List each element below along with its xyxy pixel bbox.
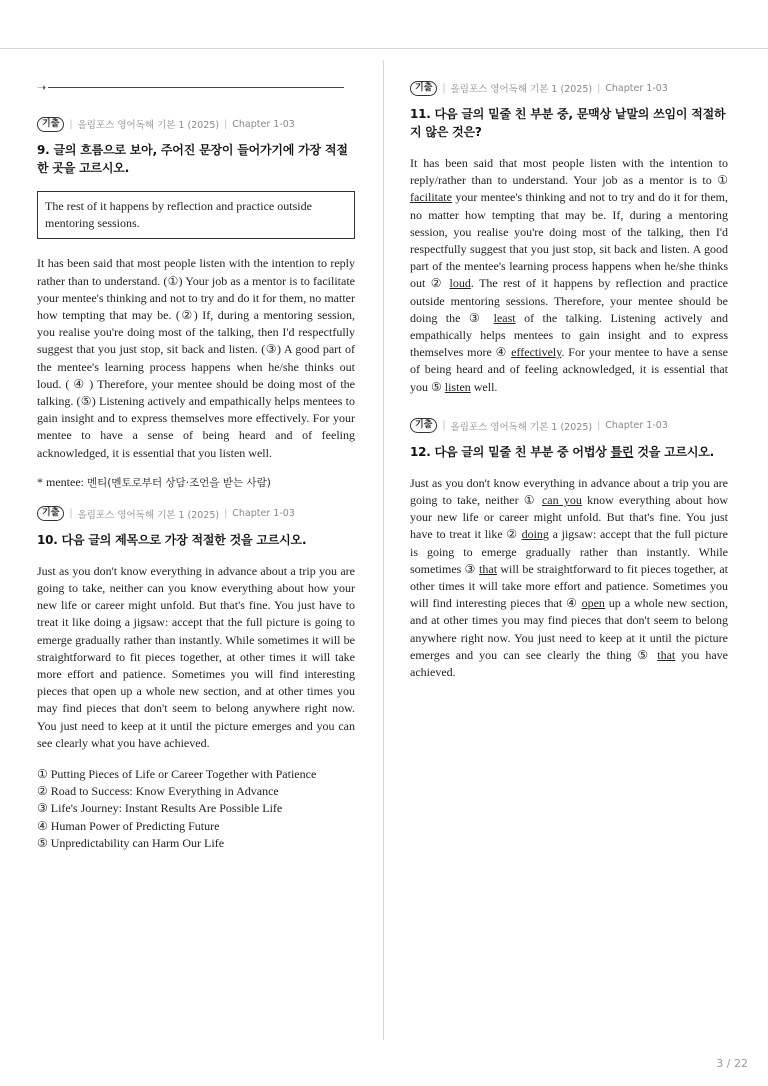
arrow-icon: ➝: [37, 80, 47, 94]
chapter-label: Chapter 1-03: [605, 82, 668, 94]
option-5[interactable]: ⑤ Unpredictability can Harm Our Life: [37, 835, 225, 850]
underlined-word-3: least: [493, 310, 516, 325]
exam-badge: 기출: [37, 117, 64, 132]
question-9: [37, 116, 355, 492]
source-label: 올림포스 영어독해 기본 1 (2025): [450, 421, 593, 433]
footnote: [37, 474, 355, 492]
source-label: 올림포스 영어독해 기본 1 (2025): [77, 120, 220, 131]
underlined-word-3: that: [479, 561, 498, 576]
answer-options: [37, 766, 355, 852]
left-column: [37, 80, 355, 852]
header-rule: [0, 48, 768, 49]
chapter-label: Chapter 1-03: [605, 420, 668, 432]
option-3[interactable]: ③ Life's Journey: Instant Results Are Possible Life: [37, 801, 283, 816]
source-label: 올림포스 영어독해 기본 1 (2025): [450, 84, 593, 95]
underlined-word-2: loud: [449, 276, 471, 291]
question-title: 12. 다음 글의 밑줄 친 부분 중 어법상 틀린 것을 고르시오.: [410, 444, 715, 459]
question-12: [410, 418, 728, 681]
question-meta: 기출 | 올림포스 영어독해 기본 1 (2025) | Chapter 1-03: [37, 506, 355, 522]
title-underlined-word: 틀린: [610, 444, 634, 459]
answer-line: [48, 87, 344, 88]
exam-badge: 기출: [37, 506, 64, 521]
column-divider: [383, 60, 384, 1040]
footnote-definition: 멘티(멘토로부터 상담·조언을 받는 사람): [86, 476, 271, 489]
answer-blank: [37, 80, 355, 94]
question-title: 9. 글의 흐름으로 보아, 주어진 문장이 들어가기에 가장 적절한 곳을 고르시오.: [37, 143, 348, 175]
page-number: 3 / 22: [716, 1057, 748, 1070]
exam-badge: 기출: [410, 81, 437, 96]
question-meta: 기출 | 올림포스 영어독해 기본 1 (2025) | Chapter 1-03: [410, 80, 728, 96]
question-11: [410, 80, 728, 396]
underlined-word-1: can you: [541, 493, 582, 508]
question-title: 11. 다음 글의 밑줄 친 부분 중, 문맥상 낱말의 쓰임이 적절하지 않은 것은?: [410, 107, 726, 139]
question-10: [37, 506, 355, 852]
footnote-term: * mentee:: [37, 474, 87, 489]
underlined-word-2: doing: [521, 527, 549, 542]
question-title: 10. 다음 글의 제목으로 가장 적절한 것을 고르시오.: [37, 532, 307, 547]
exam-badge: 기출: [410, 418, 437, 433]
underlined-word-5: listen: [444, 379, 471, 394]
underlined-word-4: effectively: [511, 345, 562, 360]
given-sentence-box: The rest of it happens by reflection and practice outside mentoring sessions.: [37, 191, 355, 239]
passage: Just as you don't know everything in advance about a trip you are going to take, neither ① can you know everything about how your new life or career might unfold. But that's fine. You just have to treat it like ② doing a jigsaw: accept that the full picture is going to emerge gradually rather than instantly. While sometimes ③ that will be straightforward to fit pieces together, at other times it will take more effort and patience. Sometimes you will find interesting pieces that ④ open up a whole new section, and at other times you may find pieces that don't seem to belong anywhere right now. You just need to keep at it until the picture emerges and you can see clearly the thing ⑤ that you have achieved.: [410, 475, 729, 680]
passage: It has been said that most people listen with the intention to reply/rather than to understand. Your job as a mentor is to ① facilitate your mentee's thinking and not to try and do it for them, no matter how tempting that may be. If, during a mentoring session, you realise you're doing most of the talking, then I'd respectfully suggest that you just stop, sit back and listen. A good part of the mentee's learning process happens when he/she thinks out ② loud. The rest of it happens by reflection and practice outside mentoring sessions. Therefore, your mentee should be doing the ③ least of the talking. Listening actively and empathically helps mentees to gain insight and to express themselves more ④ effectively. For your mentee to have a sense of being heard and of feeling acknowledged, it is essential that you ⑤ listen well.: [410, 156, 729, 394]
passage: It has been said that most people listen with the intention to reply rather than to understand. (①) Your job as a mentor is to facilitate your mentee's thinking and not to try and do it for them, no matter how tempting that may be. (②) If, during a mentoring session, you realise you're doing most of the talking, then I'd respectfully suggest that you just stop, sit back and listen. (③) A good part of the mentee's learning process happens when he/she thinks out loud. ( ④ ) Therefore, your mentee should be doing most of the talking. (⑤) Listening actively and empathically helps mentees to gain insight and to express themselves more effectively. For your mentee to have a sense of being heard and of feeling acknowledged, it is essential that you listen well.: [37, 256, 355, 460]
underlined-word-1: facilitate: [410, 190, 452, 205]
underlined-word-5: that: [657, 647, 676, 662]
underlined-word-4: open: [581, 596, 605, 611]
passage: Just as you don't know everything in advance about a trip you are going to take, neither can you know everything about how your new life or career might unfold. But that's fine. You just have to treat it like doing a jigsaw: accept that the full picture is going to emerge gradually rather than instantly. While sometimes it will be straightforward to fit pieces together, at other times it will take more effort and patience. Sometimes you will find interesting pieces that open up a whole new section, and at other times you may find pieces that don't seem to belong anywhere right now. You just need to keep at it until the picture emerges and you can see clearly what you have achieved.: [37, 563, 355, 750]
question-meta: 기출 | 올림포스 영어독해 기본 1 (2025) | Chapter 1-03: [37, 116, 355, 132]
option-4[interactable]: ④ Human Power of Predicting Future: [37, 818, 220, 833]
chapter-label: Chapter 1-03: [232, 508, 295, 520]
option-1[interactable]: ① Putting Pieces of Life or Career Together with Patience: [37, 767, 317, 782]
option-2[interactable]: ② Road to Success: Know Everything in Advance: [37, 784, 279, 799]
question-meta: 기출 | 올림포스 영어독해 기본 1 (2025) | Chapter 1-03: [410, 418, 728, 434]
source-label: 올림포스 영어독해 기본 1 (2025): [77, 509, 220, 521]
chapter-label: Chapter 1-03: [232, 118, 295, 130]
right-column: [410, 80, 728, 681]
